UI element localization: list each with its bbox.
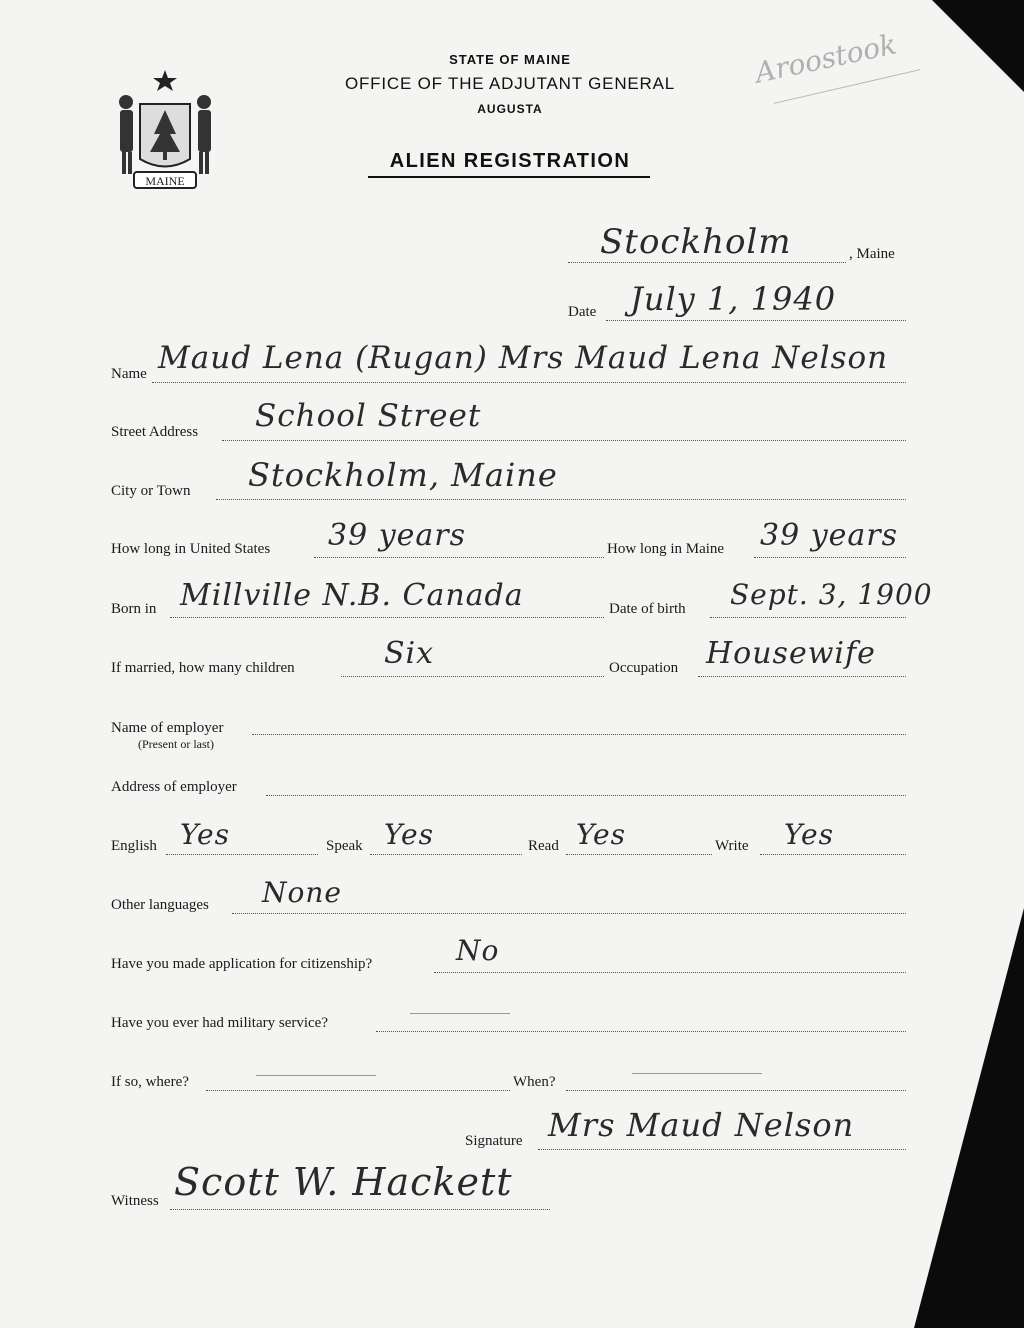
street-line: [222, 440, 906, 441]
employer-address-line: [266, 795, 906, 796]
military-line: [376, 1031, 906, 1032]
speak-label: Speak: [326, 838, 363, 854]
english-line: [166, 854, 318, 855]
citizenship-line: [434, 972, 906, 973]
us-years-value: 39 years: [328, 518, 467, 553]
date-label: Date: [568, 304, 597, 320]
write-value: Yes: [784, 818, 834, 851]
name-label: Name: [111, 366, 147, 382]
scan-corner-bottom-right: [914, 908, 1024, 1328]
seal-text: MAINE: [145, 174, 185, 188]
write-label: Write: [715, 838, 749, 854]
employer-label: Name of employer: [111, 720, 224, 736]
when-line: [566, 1090, 906, 1091]
maine-years-value: 39 years: [760, 518, 899, 553]
where-label: If so, where?: [111, 1074, 189, 1090]
street-label: Street Address: [111, 424, 199, 440]
signature-value: Mrs Maud Nelson: [548, 1106, 855, 1144]
other-languages-value: None: [262, 876, 342, 909]
town-line: [568, 262, 846, 263]
where-line: [206, 1090, 510, 1091]
us-years-label: How long in United States: [111, 541, 271, 557]
children-line: [341, 676, 604, 677]
us-years-line: [314, 557, 604, 558]
witness-label: Witness: [111, 1193, 159, 1209]
where-blank-mark: [256, 1075, 376, 1076]
citizenship-label: Have you made application for citizenship?: [111, 956, 373, 972]
date-value: July 1, 1940: [630, 280, 837, 318]
employer-address-label: Address of employer: [111, 779, 237, 795]
other-languages-line: [232, 913, 906, 914]
scan-corner-top-right: [932, 0, 1024, 92]
read-line: [566, 854, 712, 855]
read-label: Read: [528, 838, 559, 854]
english-value: Yes: [180, 818, 230, 851]
military-blank-mark: [410, 1013, 510, 1014]
dob-line: [710, 617, 906, 618]
occupation-value: Housewife: [706, 636, 876, 671]
signature-label: Signature: [465, 1133, 523, 1149]
read-value: Yes: [576, 818, 626, 851]
form-title: ALIEN REGISTRATION: [389, 150, 631, 172]
county-annotation: Aroostook: [752, 27, 900, 90]
name-value: Maud Lena (Rugan) Mrs Maud Lena Nelson: [158, 340, 889, 376]
title-underline: [368, 176, 650, 178]
city-line: [216, 499, 906, 500]
maine-years-label: How long in Maine: [607, 541, 725, 557]
street-value: School Street: [255, 398, 482, 434]
office-heading: OFFICE OF THE ADJUTANT GENERAL: [344, 74, 676, 93]
born-line: [170, 617, 604, 618]
occupation-line: [698, 676, 906, 677]
employer-sublabel: (Present or last): [138, 737, 214, 751]
speak-value: Yes: [384, 818, 434, 851]
children-label: If married, how many children: [111, 660, 295, 676]
speak-line: [370, 854, 522, 855]
write-line: [760, 854, 906, 855]
maine-seal-icon: [110, 64, 220, 194]
dob-label: Date of birth: [609, 601, 686, 617]
witness-line: [170, 1209, 550, 1210]
other-languages-label: Other languages: [111, 897, 209, 913]
name-line: [152, 382, 906, 383]
date-line: [606, 320, 906, 321]
town-value: Stockholm: [600, 222, 792, 262]
city-label: City or Town: [111, 483, 191, 499]
signature-line: [538, 1149, 906, 1150]
born-value: Millville N.B. Canada: [180, 578, 524, 613]
city-value: Stockholm, Maine: [248, 456, 558, 494]
children-value: Six: [384, 636, 435, 671]
when-blank-mark: [632, 1073, 762, 1074]
witness-value: Scott W. Hackett: [174, 1160, 513, 1204]
employer-line: [252, 734, 906, 735]
maine-years-line: [754, 557, 906, 558]
english-label: English: [111, 838, 157, 854]
when-label: When?: [513, 1074, 556, 1090]
military-label: Have you ever had military service?: [111, 1015, 328, 1031]
citizenship-value: No: [456, 934, 500, 967]
city-heading: AUGUSTA: [477, 102, 543, 116]
occupation-label: Occupation: [609, 660, 679, 676]
born-label: Born in: [111, 601, 157, 617]
state-heading: STATE OF MAINE: [449, 52, 571, 67]
dob-value: Sept. 3, 1900: [730, 578, 933, 611]
town-suffix: , Maine: [849, 246, 895, 262]
